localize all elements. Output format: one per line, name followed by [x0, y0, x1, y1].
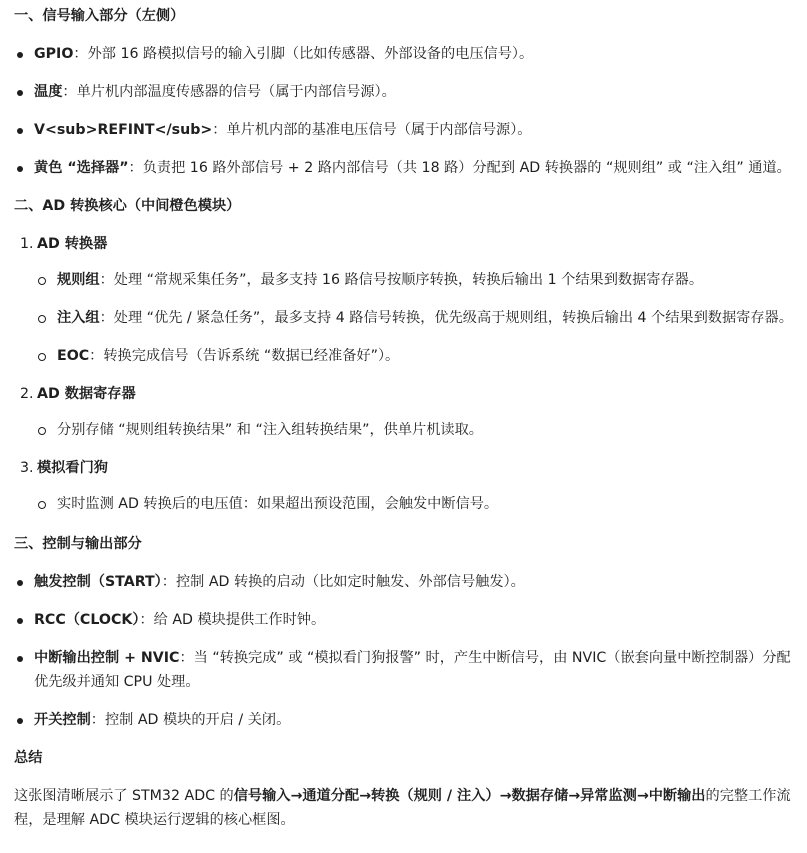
item-text: ：单片机内部的基准电压信号（属于内部信号源）。 — [212, 122, 532, 138]
document — [14, 4, 802, 832]
numbered-item-watchdog — [14, 456, 802, 480]
sub-item-regular-group — [14, 268, 802, 292]
list-item-vrefint — [14, 118, 802, 142]
summary-suffix: 的完整工作流程，是理解 ADC 模块运行逻辑的核心框图。 — [14, 788, 791, 828]
item-label: GPIO — [34, 46, 74, 62]
item-text: ：转换完成信号（告诉系统 “数据已经准备好”）。 — [89, 348, 400, 364]
item-label: 中断输出控制 + NVIC — [34, 650, 180, 666]
list-item-interrupt-nvic — [14, 646, 802, 694]
numbered-item-ad-converter — [14, 232, 802, 256]
item-number: 1. — [20, 236, 34, 252]
sub-item-injected-group — [14, 306, 802, 330]
sub-item-watchdog-monitor — [14, 492, 802, 516]
summary-paragraph — [14, 784, 802, 832]
item-text: ：处理 “优先 / 紧急任务”，最多支持 4 路信号转换，优先级高于规则组，转换后输出 4 个结果到数据寄存器。 — [99, 310, 793, 326]
item-text: ：单片机内部温度传感器的信号（属于内部信号源）。 — [62, 84, 396, 100]
list-item-trigger-control — [14, 570, 802, 594]
section-2-heading: 二、AD 转换核心（中间橙色模块） — [14, 198, 241, 214]
item-text: ：给 AD 模块提供工作时钟。 — [139, 612, 326, 628]
sub-item-eoc — [14, 344, 802, 368]
item-title: AD 数据寄存器 — [37, 386, 136, 402]
item-text: ：控制 AD 模块的开启 / 关闭。 — [90, 712, 291, 728]
item-text: 分别存储 “规则组转换结果” 和 “注入组转换结果”，供单片机读取。 — [57, 422, 483, 438]
list-item-temperature — [14, 80, 802, 104]
section-1-heading: 一、信号输入部分（左侧） — [14, 8, 185, 24]
item-label: 规则组 — [57, 272, 100, 288]
item-label: 开关控制 — [34, 712, 91, 728]
list-item-gpio — [14, 42, 802, 66]
summary-emphasis: 信号输入→通道分配→转换（规则 / 注入）→数据存储→异常监测→中断输出 — [233, 788, 706, 804]
item-text: ：当 “转换完成” 或 “模拟看门狗报警” 时，产生中断信号，由 NVIC（嵌套向量中断控制器）分配优先级并通知 CPU 处理。 — [34, 650, 791, 690]
item-title: 模拟看门狗 — [37, 460, 108, 476]
sub-item-register-storage — [14, 418, 802, 442]
item-text: ：处理 “常规采集任务”，最多支持 16 路信号按顺序转换，转换后输出 1 个结果到数据寄存器。 — [99, 272, 704, 288]
numbered-item-data-register — [14, 382, 802, 406]
item-label: V<sub>REFINT</sub> — [34, 122, 213, 138]
summary-prefix: 这张图清晰展示了 STM32 ADC 的 — [14, 788, 234, 804]
item-label: 黄色 “选择器” — [34, 160, 129, 176]
section-3-heading: 三、控制与输出部分 — [14, 536, 142, 552]
item-title: AD 转换器 — [37, 236, 108, 252]
list-item-selector — [14, 156, 802, 180]
item-label: EOC — [57, 348, 90, 364]
item-label: 注入组 — [57, 310, 100, 326]
list-item-rcc-clock — [14, 608, 802, 632]
item-text: ：控制 AD 转换的启动（比如定时触发、外部信号触发）。 — [161, 574, 525, 590]
item-number: 3. — [20, 460, 34, 476]
item-text: ：外部 16 路模拟信号的输入引脚（比如传感器、外部设备的电压信号）。 — [73, 46, 534, 62]
summary-heading: 总结 — [14, 750, 43, 766]
item-text: ：负责把 16 路外部信号 + 2 路内部信号（共 18 路）分配到 AD 转换器的 “规则组” 或 “注入组” 通道。 — [128, 160, 791, 176]
item-number: 2. — [20, 386, 34, 402]
item-label: 温度 — [34, 84, 63, 100]
item-label: RCC（CLOCK） — [34, 612, 140, 628]
list-item-switch-control — [14, 708, 802, 732]
item-label: 触发控制（START） — [34, 574, 162, 590]
item-text: 实时监测 AD 转换后的电压值：如果超出预设范围，会触发中断信号。 — [57, 496, 499, 512]
